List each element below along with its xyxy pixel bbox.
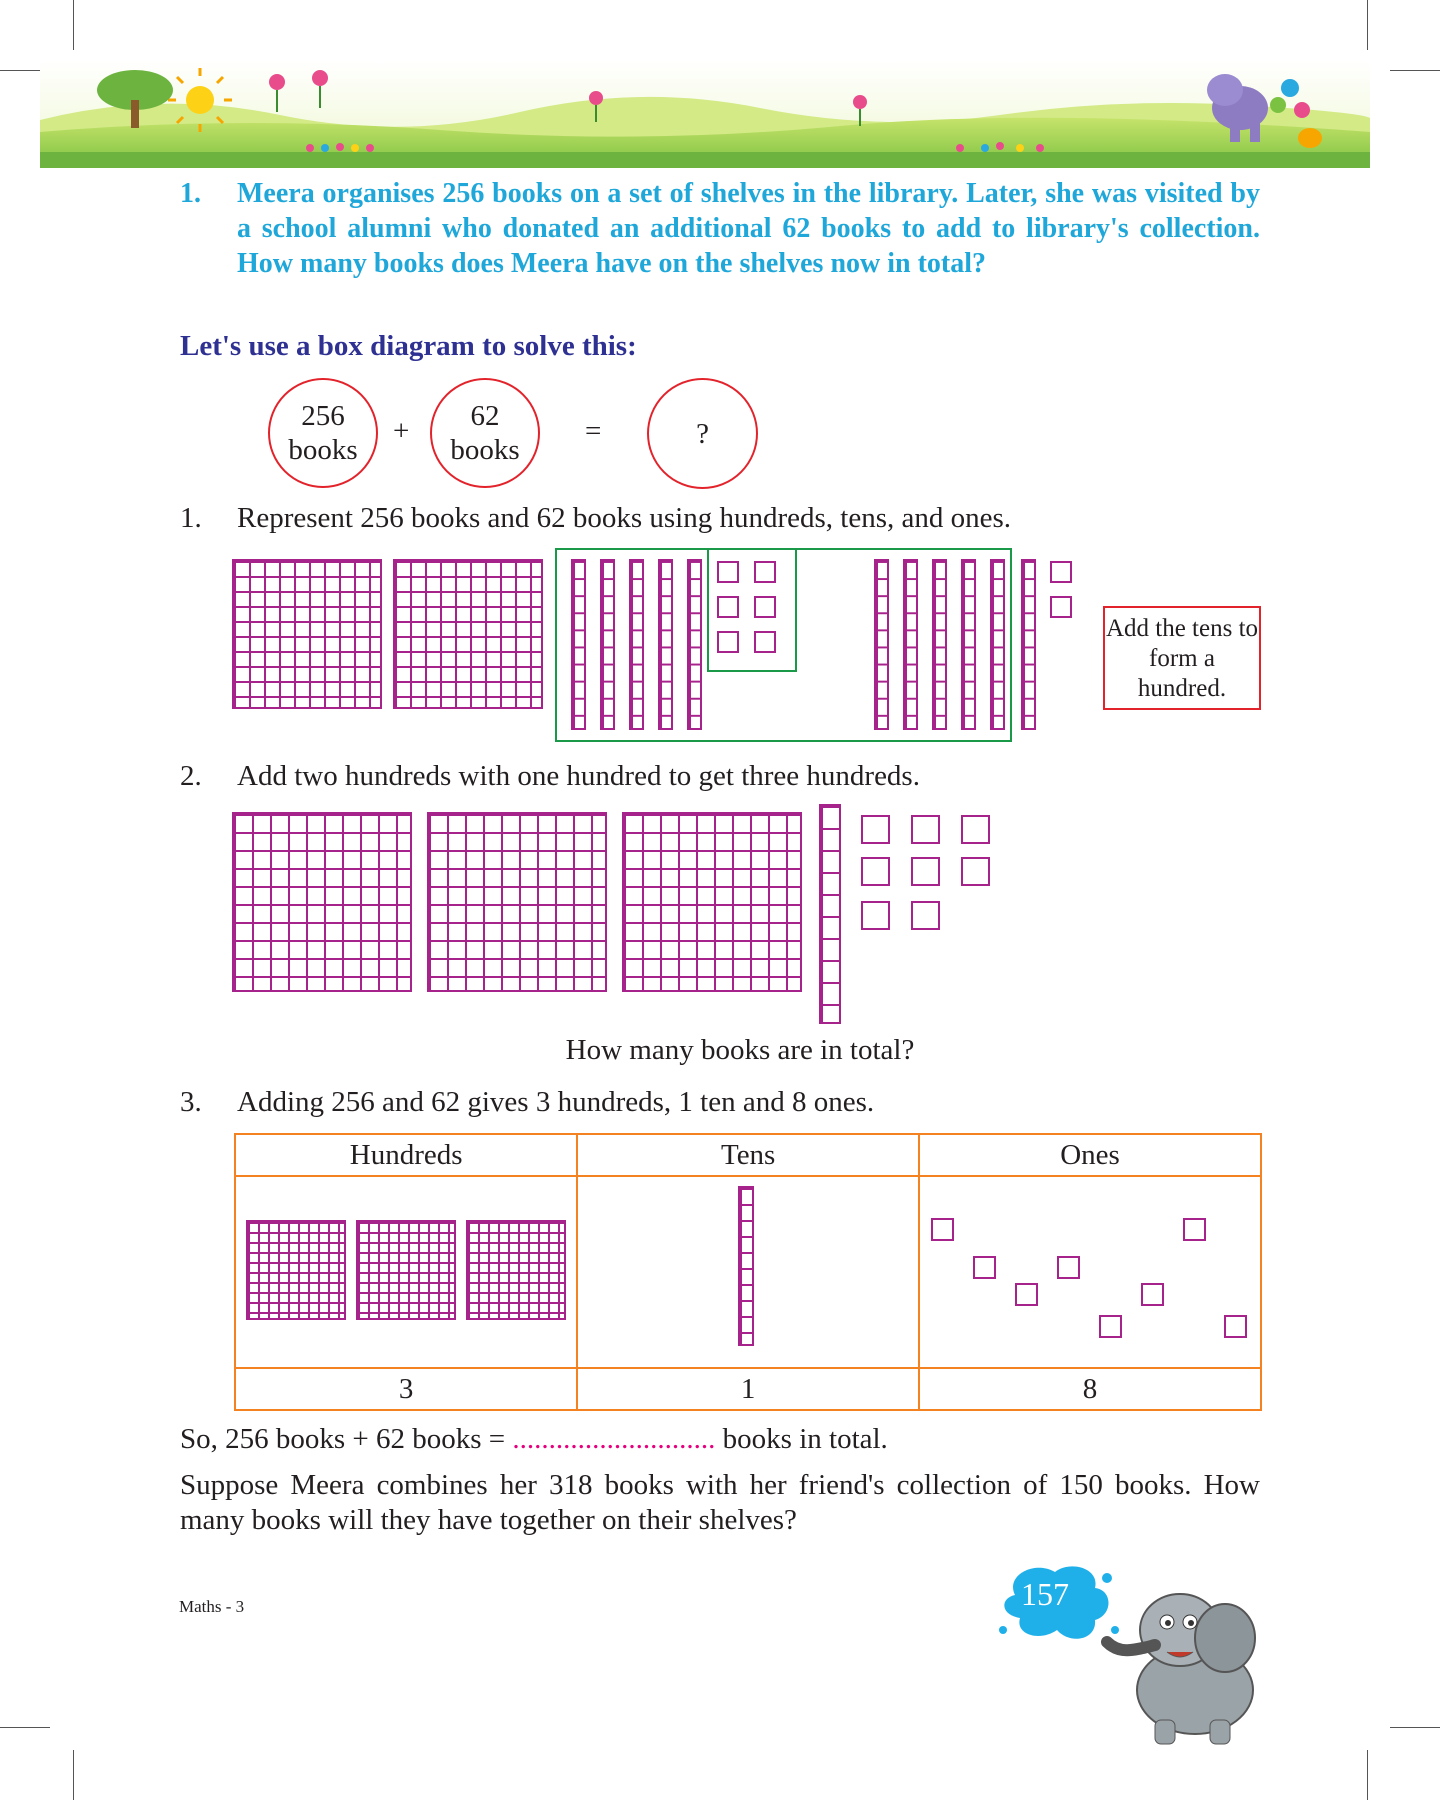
ten-rod: [658, 559, 673, 730]
question-number: 1.: [180, 178, 201, 209]
answer-tail: books in total.: [722, 1423, 888, 1455]
one-cube: [754, 561, 776, 583]
regroup-note: Add the tens to form a hundred.: [1103, 606, 1261, 710]
crop-mark: [0, 1727, 50, 1728]
garden-banner-illustration: [40, 60, 1370, 168]
second-addend-value: 62: [470, 400, 500, 432]
hundred-block: [246, 1220, 346, 1320]
one-cube: [1057, 1256, 1080, 1279]
ten-rod: [629, 559, 644, 730]
step-1-text: Represent 256 books and 62 books using hundreds, tens, and ones.: [237, 502, 1012, 534]
one-cube: [717, 596, 739, 618]
crop-mark: [1367, 0, 1368, 50]
one-cube: [754, 631, 776, 653]
hundred-block: [427, 812, 607, 992]
one-cube: [1141, 1283, 1164, 1306]
ones-count: 8: [919, 1368, 1261, 1410]
one-cube: [911, 815, 940, 844]
book-title: Maths - 3: [179, 1597, 245, 1616]
one-cube: [1183, 1218, 1206, 1241]
equals-sign: =: [585, 415, 602, 447]
one-cube: [961, 857, 990, 886]
header-ones: Ones: [919, 1134, 1261, 1176]
first-addend-unit: books: [288, 434, 358, 466]
ten-rod: [738, 1186, 754, 1346]
header-hundreds: Hundreds: [235, 1134, 577, 1176]
crop-mark: [1367, 1750, 1368, 1800]
ten-rod: [961, 559, 976, 730]
hundred-block: [232, 559, 382, 709]
step-3-text: Adding 256 and 62 gives 3 hundreds, 1 ten and 8 ones.: [237, 1086, 875, 1118]
hundred-block: [356, 1220, 456, 1320]
one-cube: [1050, 596, 1072, 618]
answer-line: [180, 1422, 888, 1457]
hundred-block: [466, 1220, 566, 1320]
one-cube: [717, 561, 739, 583]
ten-rod: [687, 559, 702, 730]
hundred-block: [622, 812, 802, 992]
ten-rod: [571, 559, 586, 730]
step-3-number: 3.: [180, 1086, 202, 1118]
question-text: Meera organises 256 books on a set of shelves in the library. Later, she was visited by a school alumni who donated an additional 62 books to add to library's collection. How many books does Meera have on the shelves now in total?: [237, 178, 1260, 279]
ten-rod: [874, 559, 889, 730]
first-addend-value: 256: [301, 400, 345, 432]
ten-rod: [932, 559, 947, 730]
answer-blank[interactable]: ............................: [512, 1423, 716, 1455]
hundreds-count: 3: [235, 1368, 577, 1410]
crop-mark: [1390, 70, 1440, 71]
ones-cell: [919, 1176, 1261, 1368]
one-cube: [861, 901, 890, 930]
one-cube: [717, 631, 739, 653]
step-1-number: 1.: [180, 502, 202, 534]
tens-count: 1: [577, 1368, 919, 1410]
step-2-text: Add two hundreds with one hundred to get three hundreds.: [237, 760, 920, 792]
result-circle: [647, 378, 758, 489]
result-value: ?: [696, 417, 709, 450]
answer-lead: So, 256 books + 62 books =: [180, 1423, 506, 1455]
one-cube: [911, 857, 940, 886]
crop-mark: [73, 0, 74, 50]
one-cube: [973, 1256, 996, 1279]
step-2-number: 2.: [180, 760, 202, 792]
one-cube: [931, 1218, 954, 1241]
hundred-block: [232, 812, 412, 992]
one-cube: [754, 596, 776, 618]
header-tens: Tens: [577, 1134, 919, 1176]
one-cube: [861, 857, 890, 886]
ten-rod: [903, 559, 918, 730]
crop-mark: [73, 1750, 74, 1800]
ten-rod: [1021, 559, 1036, 730]
subheading: Let's use a box diagram to solve this:: [180, 330, 637, 362]
one-cube: [1015, 1283, 1038, 1306]
one-cube: [911, 901, 940, 930]
ten-rod: [990, 559, 1005, 730]
ten-rod: [819, 804, 841, 1024]
one-cube: [1224, 1315, 1247, 1338]
crop-mark: [1390, 1727, 1440, 1728]
second-addend-circle: [430, 378, 540, 488]
hundred-block: [393, 559, 543, 709]
second-addend-unit: books: [450, 434, 520, 466]
ten-rod: [600, 559, 615, 730]
one-cube: [861, 815, 890, 844]
page-number: 157: [1021, 1576, 1069, 1612]
one-cube: [1099, 1315, 1122, 1338]
total-question: How many books are in total?: [565, 1034, 915, 1066]
followup-question: Suppose Meera combines her 318 books with her friend's collection of 150 books. How many books will they have together on their shelves?: [180, 1469, 1260, 1536]
first-addend-circle: [268, 378, 378, 488]
one-cube: [1050, 561, 1072, 583]
one-cube: [961, 815, 990, 844]
plus-sign: +: [393, 415, 410, 447]
